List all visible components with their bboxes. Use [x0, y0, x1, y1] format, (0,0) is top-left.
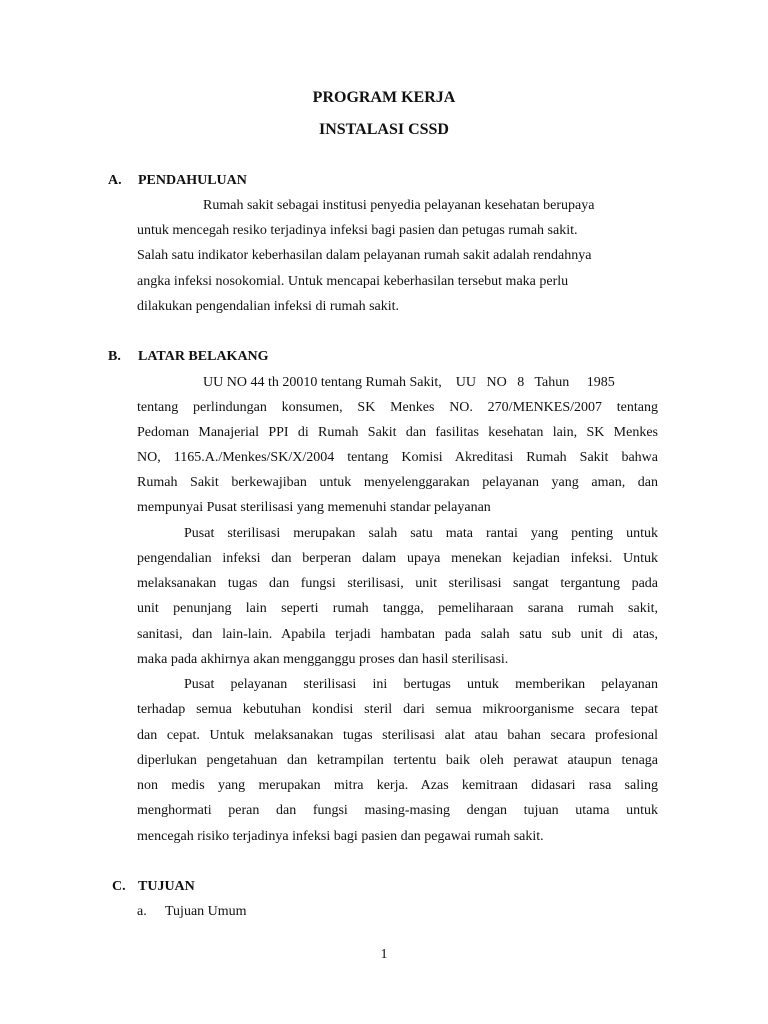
paragraph-line: melaksanakan tugas dan fungsi sterilisasi, unit sterilisasi sangat tergantung pada — [137, 576, 658, 591]
section-c-heading — [112, 878, 195, 896]
paragraph-line: Pusat sterilisasi merupakan salah satu mata rantai yang penting untuk — [184, 526, 658, 541]
paragraph-line: dan cepat. Untuk melaksanakan tugas sterilisasi alat atau bahan secara profesional — [137, 728, 658, 743]
subsection-title: Tujuan Umum — [165, 904, 247, 919]
paragraph-line: untuk mencegah resiko terjadinya infeksi bagi pasien dan petugas rumah sakit. — [137, 223, 578, 238]
paragraph-line: Rumah sakit sebagai institusi penyedia pelayanan kesehatan berupaya — [203, 198, 595, 213]
paragraph-line: Rumah Sakit berkewajiban untuk menyelenggarakan pelayanan yang aman, dan — [137, 475, 658, 490]
paragraph-line: pengendalian infeksi dan berperan dalam upaya menekan kejadian infeksi. Untuk — [137, 551, 658, 566]
section-title: PENDAHULUAN — [138, 173, 247, 188]
subsection-heading — [137, 903, 247, 921]
subsection-marker: a. — [137, 904, 147, 919]
section-b-heading — [108, 348, 269, 366]
paragraph-line: menghormati peran dan fungsi masing-masing dengan tujuan utama untuk — [137, 803, 658, 818]
paragraph-line: mencegah risiko terjadinya infeksi bagi pasien dan pegawai rumah sakit. — [137, 829, 544, 844]
section-marker: C. — [112, 879, 126, 894]
document-title: PROGRAM KERJA — [312, 89, 456, 106]
paragraph-line: angka infeksi nosokomial. Untuk mencapai keberhasilan tersebut maka perlu — [137, 274, 569, 289]
paragraph-line: Salah satu indikator keberhasilan dalam pelayanan rumah sakit adalah rendahnya — [137, 248, 592, 263]
paragraph-line: terhadap semua kebutuhan kondisi steril dari semua mikroorganisme secara tepat — [137, 702, 658, 717]
paragraph-line: Pedoman Manajerial PPI di Rumah Sakit dan fasilitas kesehatan lain, SK Menkes — [137, 425, 658, 440]
paragraph-line: diperlukan pengetahuan dan ketrampilan tertentu baik oleh perawat ataupun tenaga — [137, 753, 658, 768]
section-marker: B. — [108, 349, 121, 364]
paragraph-line: non medis yang merupakan mitra kerja. Azas kemitraan didasari rasa saling — [137, 778, 658, 793]
paragraph-line: sanitasi, dan lain-lain. Apabila terjadi hambatan pada salah satu sub unit di atas, — [137, 627, 658, 642]
page-number: 1 — [380, 947, 388, 962]
paragraph-line: NO, 1165.A./Menkes/SK/X/2004 tentang Komisi Akreditasi Rumah Sakit bahwa — [137, 450, 658, 465]
paragraph-line: mempunyai Pusat sterilisasi yang memenuhi standar pelayanan — [137, 500, 491, 515]
paragraph-line: tentang perlindungan konsumen, SK Menkes NO. 270/MENKES/2007 tentang — [137, 400, 658, 415]
section-a-heading — [108, 172, 247, 190]
paragraph-line: unit penunjang lain seperti rumah tangga, pemeliharaan sarana rumah sakit, — [137, 601, 658, 616]
section-title: LATAR BELAKANG — [138, 349, 269, 364]
section-marker: A. — [108, 173, 122, 188]
paragraph-line: maka pada akhirnya akan mengganggu proses dan hasil sterilisasi. — [137, 652, 509, 667]
document-subtitle: INSTALASI CSSD — [319, 121, 449, 138]
paragraph-line: dilakukan pengendalian infeksi di rumah sakit. — [137, 299, 400, 314]
paragraph-line: Pusat pelayanan sterilisasi ini bertugas untuk memberikan pelayanan — [184, 677, 658, 692]
paragraph-line: UU NO 44 th 20010 tentang Rumah Sakit, UU NO 8 Tahun 1985 — [203, 375, 615, 390]
section-title: TUJUAN — [138, 879, 195, 894]
